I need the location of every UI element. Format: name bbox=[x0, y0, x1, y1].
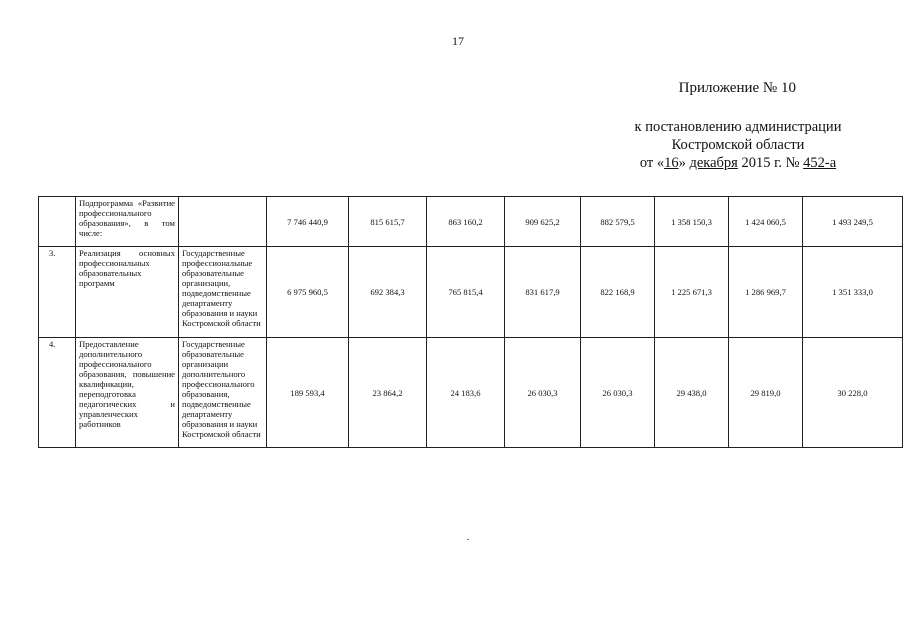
table-row bbox=[39, 338, 903, 448]
decree-day: 16 bbox=[664, 155, 679, 171]
row-value: 815 615,7 bbox=[349, 197, 427, 247]
decree-line-1: к постановлению администрации bbox=[634, 119, 842, 135]
row-value: 1 351 333,0 bbox=[803, 247, 903, 338]
row-executor: Государственные профессиональные образовательные организации, подведомственные департаменту образования и науки Костромской области bbox=[179, 247, 267, 338]
row-index: 4. bbox=[39, 338, 76, 448]
row-value: 6 975 960,5 bbox=[267, 247, 349, 338]
annex-title: Приложение № 10 bbox=[678, 80, 796, 96]
decree-mid-1: » bbox=[678, 155, 690, 171]
scan-speck bbox=[467, 539, 469, 540]
row-name: Предоставление дополнительного профессионального образования, повышение квалификации, переподготовка педагогических и управленческих работников bbox=[76, 338, 179, 448]
table-row bbox=[39, 197, 903, 247]
budget-table bbox=[38, 196, 903, 448]
row-value: 1 493 249,5 bbox=[803, 197, 903, 247]
row-value: 1 286 969,7 bbox=[729, 247, 803, 338]
table-row bbox=[39, 247, 903, 338]
row-name: Реализация основных профессиональных образовательных программ bbox=[76, 247, 179, 338]
row-value: 1 225 671,3 bbox=[655, 247, 729, 338]
decree-date-line bbox=[590, 154, 886, 172]
decree-line-2: Костромской области bbox=[671, 137, 805, 153]
decree-number: 452-а bbox=[803, 155, 837, 171]
row-value: 29 819,0 bbox=[729, 338, 803, 448]
row-value: 882 579,5 bbox=[581, 197, 655, 247]
row-executor: Государственные образовательные организации дополнительного профессионального образования, подведомственные департаменту образования и науки Костромской области bbox=[179, 338, 267, 448]
decree-date-prefix: от « bbox=[639, 155, 665, 171]
row-value: 189 593,4 bbox=[267, 338, 349, 448]
row-value: 831 617,9 bbox=[505, 247, 581, 338]
row-executor bbox=[179, 197, 267, 247]
row-value: 909 625,2 bbox=[505, 197, 581, 247]
row-value: 1 358 150,3 bbox=[655, 197, 729, 247]
row-index: 3. bbox=[39, 247, 76, 338]
row-value: 863 160,2 bbox=[427, 197, 505, 247]
decree-month: декабря bbox=[689, 155, 738, 171]
row-value: 692 384,3 bbox=[349, 247, 427, 338]
row-value: 26 030,3 bbox=[581, 338, 655, 448]
row-value: 23 864,2 bbox=[349, 338, 427, 448]
row-value: 29 438,0 bbox=[655, 338, 729, 448]
decree-reference bbox=[590, 118, 886, 172]
decree-mid-2: 2015 г. № bbox=[737, 155, 804, 171]
row-value: 24 183,6 bbox=[427, 338, 505, 448]
row-value: 765 815,4 bbox=[427, 247, 505, 338]
row-value: 7 746 440,9 bbox=[267, 197, 349, 247]
row-value: 26 030,3 bbox=[505, 338, 581, 448]
row-name: Подпрограмма «Развитие профессионального образования», в том числе: bbox=[76, 197, 179, 247]
row-value: 1 424 060,5 bbox=[729, 197, 803, 247]
row-value: 30 228,0 bbox=[803, 338, 903, 448]
page-number: 17 bbox=[452, 34, 464, 48]
row-value: 822 168,9 bbox=[581, 247, 655, 338]
row-index bbox=[39, 197, 76, 247]
